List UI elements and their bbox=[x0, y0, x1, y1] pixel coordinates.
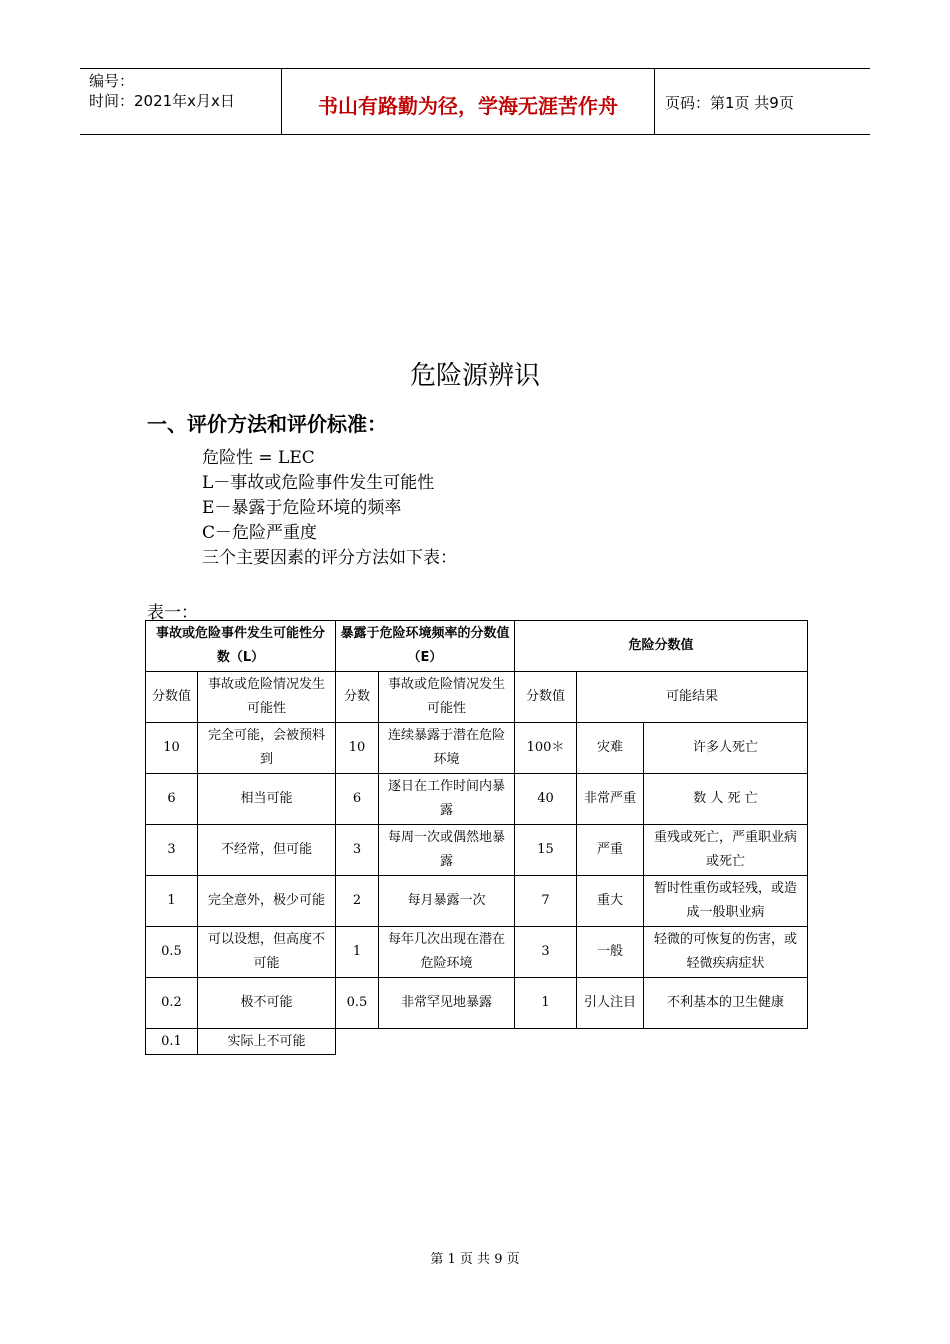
l-score-cell: 0.2 bbox=[146, 978, 198, 1029]
l-desc-cell: 极不可能 bbox=[198, 978, 336, 1029]
e-desc-cell: 每月暴露一次 bbox=[379, 876, 515, 927]
e-desc-cell: 逐日在工作时间内暴露 bbox=[379, 774, 515, 825]
l-desc-cell: 实际上不可能 bbox=[198, 1029, 336, 1055]
table-row bbox=[146, 723, 808, 774]
l-score-cell: 0.5 bbox=[146, 927, 198, 978]
header-motto: 书山有路勤为径，学海无涯苦作舟 bbox=[318, 94, 618, 118]
c-result-cell: 轻微的可恢复的伤害，或轻微疾病症状 bbox=[644, 927, 808, 978]
e-header: 暴露于危险环境频率的分数值（E） bbox=[336, 621, 515, 672]
formula-block bbox=[202, 446, 457, 571]
e-desc-header: 事故或危险情况发生可能性 bbox=[379, 672, 515, 723]
e-desc-cell: 连续暴露于潜在危险环境 bbox=[379, 723, 515, 774]
c-level-cell: 严重 bbox=[577, 825, 644, 876]
formula-line: 三个主要因素的评分方法如下表： bbox=[202, 548, 457, 568]
e-score-cell: 0.5 bbox=[336, 978, 379, 1029]
e-desc-cell: 非常罕见地暴露 bbox=[379, 978, 515, 1029]
l-score-cell: 1 bbox=[146, 876, 198, 927]
l-header: 事故或危险事件发生可能性分数（L） bbox=[146, 621, 336, 672]
c-level-cell: 非常严重 bbox=[577, 774, 644, 825]
c-result-cell: 不利基本的卫生健康 bbox=[644, 978, 808, 1029]
table-row bbox=[146, 774, 808, 825]
l-desc-cell: 可以设想，但高度不可能 bbox=[198, 927, 336, 978]
table-subheader-row bbox=[146, 672, 808, 723]
formula-line: 危险性 = LEC bbox=[202, 448, 315, 468]
e-score-cell: 2 bbox=[336, 876, 379, 927]
page-title: 危险源辨识 bbox=[409, 361, 540, 391]
c-header: 危险分数值 bbox=[515, 621, 808, 672]
c-result-header: 可能结果 bbox=[577, 672, 808, 723]
section-heading: 一、评价方法和评价标准： bbox=[147, 412, 387, 436]
c-level-cell: 重大 bbox=[577, 876, 644, 927]
table-row bbox=[146, 1029, 808, 1055]
table-row bbox=[146, 978, 808, 1029]
formula-line: C－危险严重度 bbox=[202, 523, 318, 543]
c-score-header: 分数值 bbox=[515, 672, 577, 723]
l-score-cell: 10 bbox=[146, 723, 198, 774]
table-header-row bbox=[146, 621, 808, 672]
c-score-cell: 3 bbox=[515, 927, 577, 978]
l-desc-header: 事故或危险情况发生可能性 bbox=[198, 672, 336, 723]
c-level-cell: 引人注目 bbox=[577, 978, 644, 1029]
table-row bbox=[146, 825, 808, 876]
header-divider bbox=[654, 68, 655, 135]
l-desc-cell: 相当可能 bbox=[198, 774, 336, 825]
c-level-cell: 灾难 bbox=[577, 723, 644, 774]
c-score-cell: 7 bbox=[515, 876, 577, 927]
header-time: 时间：2021年x月x日 bbox=[89, 92, 235, 110]
formula-line: L－事故或危险事件发生可能性 bbox=[202, 473, 435, 493]
c-score-cell: 40 bbox=[515, 774, 577, 825]
table-caption: 表一： bbox=[147, 603, 198, 623]
empty-cell bbox=[336, 1029, 808, 1055]
l-score-cell: 3 bbox=[146, 825, 198, 876]
page-footer: 第 1 页 共 9 页 bbox=[430, 1252, 520, 1267]
e-score-cell: 3 bbox=[336, 825, 379, 876]
c-result-cell: 暂时性重伤或轻残，或造成一般职业病 bbox=[644, 876, 808, 927]
header-number: 编号： bbox=[89, 72, 135, 90]
c-score-cell: 100＊ bbox=[515, 723, 577, 774]
e-score-cell: 1 bbox=[336, 927, 379, 978]
l-score-cell: 6 bbox=[146, 774, 198, 825]
e-score-header: 分数 bbox=[336, 672, 379, 723]
c-result-cell: 数 人 死 亡 bbox=[644, 774, 808, 825]
c-result-cell: 重残或死亡，严重职业病或死亡 bbox=[644, 825, 808, 876]
c-level-cell: 一般 bbox=[577, 927, 644, 978]
c-score-cell: 1 bbox=[515, 978, 577, 1029]
c-score-cell: 15 bbox=[515, 825, 577, 876]
l-desc-cell: 完全意外，极少可能 bbox=[198, 876, 336, 927]
e-score-cell: 6 bbox=[336, 774, 379, 825]
e-desc-cell: 每年几次出现在潜在危险环境 bbox=[379, 927, 515, 978]
header-bottom-rule bbox=[80, 134, 870, 135]
l-desc-cell: 完全可能，会被预料到 bbox=[198, 723, 336, 774]
header-top-rule bbox=[80, 68, 870, 69]
e-desc-cell: 每周一次或偶然地暴露 bbox=[379, 825, 515, 876]
table-row bbox=[146, 927, 808, 978]
header-page-info: 页码：第1页 共9页 bbox=[665, 94, 794, 112]
formula-line: E－暴露于危险环境的频率 bbox=[202, 498, 402, 518]
header-meta bbox=[89, 71, 235, 111]
table-row bbox=[146, 876, 808, 927]
l-score-header: 分数值 bbox=[146, 672, 198, 723]
l-desc-cell: 不经常，但可能 bbox=[198, 825, 336, 876]
lec-table bbox=[145, 620, 808, 1055]
c-result-cell: 许多人死亡 bbox=[644, 723, 808, 774]
e-score-cell: 10 bbox=[336, 723, 379, 774]
l-score-cell: 0.1 bbox=[146, 1029, 198, 1055]
